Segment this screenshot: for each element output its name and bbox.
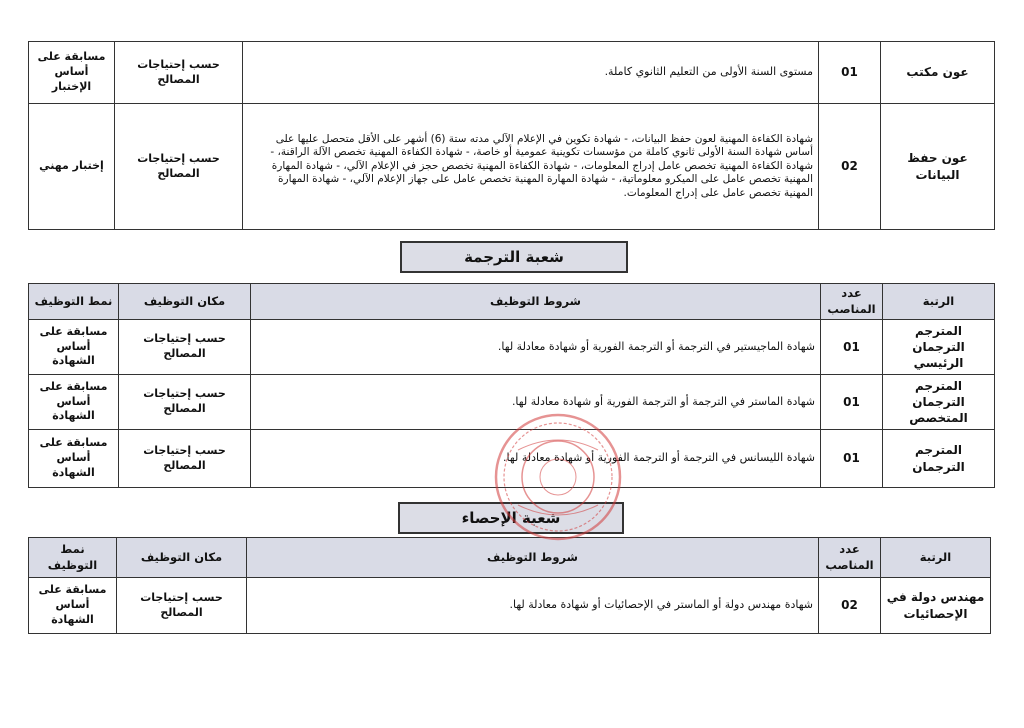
count-cell: 01 <box>821 320 883 375</box>
table-row <box>29 320 995 375</box>
conditions-cell: شهادة الماجيستير في الترجمة أو الترجمة الفورية أو شهادة معادلة لها. <box>251 320 821 375</box>
rank-cell: عون حفظ البيانات <box>881 104 995 230</box>
table-row <box>29 42 995 104</box>
count-cell: 01 <box>821 375 883 430</box>
conditions-cell: مستوى السنة الأولى من التعليم الثانوي كاملة. <box>243 42 819 104</box>
place-cell: حسب إحتياجات المصالح <box>115 42 243 104</box>
header-mode: نمط التوظيف <box>29 284 119 320</box>
table-header-row <box>29 538 991 578</box>
header-count: عدد المناصب <box>821 284 883 320</box>
count-cell: 02 <box>819 578 881 634</box>
place-cell: حسب إحتياجات المصالح <box>119 375 251 430</box>
count-cell: 01 <box>819 42 881 104</box>
header-conditions: شروط التوظيف <box>247 538 819 578</box>
translation-table <box>28 283 995 488</box>
section-title-statistics: شعبة الإحصاء <box>398 502 624 534</box>
mode-cell: مسابقة على أساس الشهادة <box>29 578 117 634</box>
mode-cell: إختبار مهني <box>29 104 115 230</box>
conditions-cell: شهادة الليسانس في الترجمة أو الترجمة الفورية أو شهادة معادلة لها. <box>251 430 821 488</box>
top-table <box>28 41 995 230</box>
rank-cell: مهندس دولة في الإحصائيات <box>881 578 991 634</box>
conditions-cell: شهادة الماستر في الترجمة أو الترجمة الفورية أو شهادة معادلة لها. <box>251 375 821 430</box>
count-cell: 02 <box>819 104 881 230</box>
rank-cell: عون مكتب <box>881 42 995 104</box>
place-cell: حسب إحتياجات المصالح <box>119 320 251 375</box>
header-count: عدد المناصب <box>819 538 881 578</box>
place-cell: حسب إحتياجات المصالح <box>119 430 251 488</box>
conditions-cell: شهادة الكفاءة المهنية لعون حفظ البيانات، - شهادة تكوين في الإعلام الآلي مدته ستة (6) أشهر على الأقل متحصل عليها على أساس شهادة السنة الأولى ثانوي كاملة من مؤسسات تكوينية عمومية أو خاصة، - شهادة الكفاءة المهنية تخصص الآلة الراقنة، - شهادة الكفاءة المهنية تخصص عامل إدراج المعلومات، - شهادة الكفاءة المهنية تخصص حجز في الإعلام الآلي، - شهادة المهارة المهنية تخصص عامل على الميكرو معلوماتية، - شهادة المهارة المهنية تخصص عامل على جهاز الإعلام الآلي، - شهادة المهارة المهنية تخصص عامل على إدراج المعلومات. <box>243 104 819 230</box>
mode-cell: مسابقة على أساس الشهادة <box>29 430 119 488</box>
count-cell: 01 <box>821 430 883 488</box>
table-row <box>29 375 995 430</box>
place-cell: حسب إحتياجات المصالح <box>115 104 243 230</box>
table-row <box>29 430 995 488</box>
table-row <box>29 578 991 634</box>
conditions-cell: شهادة مهندس دولة أو الماستر في الإحصائيات أو شهادة معادلة لها. <box>247 578 819 634</box>
header-rank: الرتبة <box>883 284 995 320</box>
mode-cell: مسابقة على أساس الإختبار <box>29 42 115 104</box>
section-title-translation: شعبة الترجمة <box>400 241 628 273</box>
header-conditions: شروط التوظيف <box>251 284 821 320</box>
place-cell: حسب إحتياجات المصالح <box>117 578 247 634</box>
rank-cell: المترجم الترجمان <box>883 430 995 488</box>
header-rank: الرتبة <box>881 538 991 578</box>
mode-cell: مسابقة على أساس الشهادة <box>29 320 119 375</box>
rank-cell: المترجم الترجمان الرئيسي <box>883 320 995 375</box>
header-place: مكان التوظيف <box>119 284 251 320</box>
table-header-row <box>29 284 995 320</box>
header-place: مكان التوظيف <box>117 538 247 578</box>
table-row <box>29 104 995 230</box>
mode-cell: مسابقة على أساس الشهادة <box>29 375 119 430</box>
header-mode: نمط التوظيف <box>29 538 117 578</box>
statistics-table <box>28 537 991 634</box>
rank-cell: المترجم الترجمان المتخصص <box>883 375 995 430</box>
